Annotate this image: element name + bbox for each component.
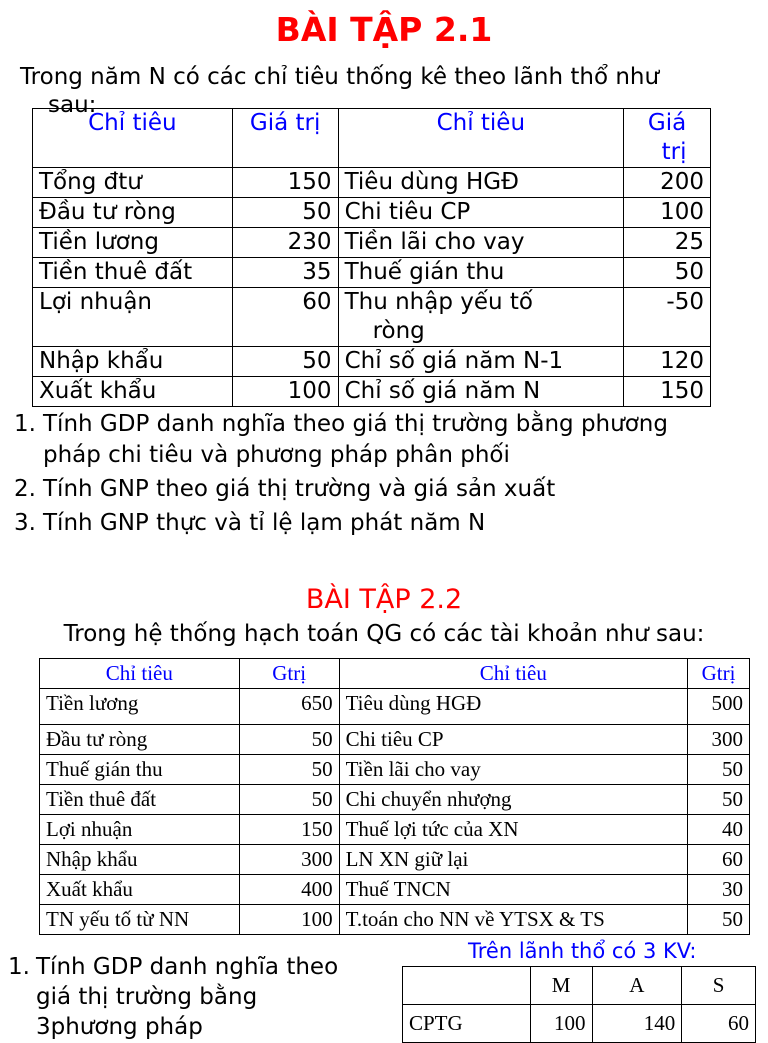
table-row <box>33 288 711 347</box>
table-cell: Nhập khẩu <box>40 845 240 875</box>
table-header-row <box>40 659 750 689</box>
header-indicator: Chỉ tiêu <box>40 659 240 689</box>
table-cell: 100 <box>530 1005 592 1043</box>
table-cell: Tiền lãi cho vay <box>339 755 687 785</box>
table-cell: Tiền lương <box>33 228 233 258</box>
table-cell: 50 <box>239 725 339 755</box>
question-item <box>14 474 754 505</box>
table-cell: LN XN giữ lại <box>339 845 687 875</box>
header-empty <box>403 967 531 1005</box>
table-cell: 35 <box>232 258 338 288</box>
exercise-2-2-title: BÀI TẬP 2.2 <box>305 584 463 615</box>
table-cell: 500 <box>688 689 750 725</box>
header-value: Giá trị <box>232 109 338 168</box>
table-cell: 50 <box>688 785 750 815</box>
question-number: 2. <box>14 476 36 502</box>
table-row <box>40 785 750 815</box>
question-item <box>14 508 754 539</box>
table-cell: Thuế gián thu <box>338 258 624 288</box>
table-cell: Tiền thuê đất <box>33 258 233 288</box>
table-row <box>33 198 711 228</box>
table-cell: Chi chuyển nhượng <box>339 785 687 815</box>
table-cell: Đầu tư ròng <box>33 198 233 228</box>
table-cell: -50 <box>624 288 711 347</box>
table-cell: Chỉ số giá năm N-1 <box>338 347 624 377</box>
table-row <box>33 228 711 258</box>
table-row <box>40 875 750 905</box>
header-sector: A <box>592 967 682 1005</box>
table-row <box>33 377 711 407</box>
table-cell: Tổng đtư <box>33 168 233 198</box>
exercise-2-1-questions <box>14 409 754 542</box>
table-cell: Lợi nhuận <box>40 815 240 845</box>
question-item <box>14 409 754 471</box>
table-cell: 40 <box>688 815 750 845</box>
table-cell: Thuế lợi tức của XN <box>339 815 687 845</box>
header-indicator: Chỉ tiêu <box>339 659 687 689</box>
table-cell: 230 <box>232 228 338 258</box>
exercise-2-2-table <box>39 658 750 935</box>
exercise-2-1-title: BÀI TẬP 2.1 <box>275 10 493 49</box>
header-sector: M <box>530 967 592 1005</box>
header-value <box>624 109 711 168</box>
table-cell: Đầu tư ròng <box>40 725 240 755</box>
table-cell: Chi tiêu CP <box>338 198 624 228</box>
header-indicator: Chỉ tiêu <box>33 109 233 168</box>
table-row <box>33 258 711 288</box>
exercise-2-1-table <box>32 108 711 407</box>
table-cell: 50 <box>624 258 711 288</box>
table-cell: 60 <box>232 288 338 347</box>
table-header-row <box>403 967 756 1005</box>
table-cell: Xuất khẩu <box>40 875 240 905</box>
question-text-line-3: 3phương pháp <box>36 1014 203 1040</box>
cell-line-2: ròng <box>372 318 425 344</box>
table-cell: 120 <box>624 347 711 377</box>
intro-line-2: sau: <box>48 92 97 118</box>
table-row <box>40 815 750 845</box>
table-cell: 300 <box>239 845 339 875</box>
table-cell: 150 <box>239 815 339 845</box>
table-cell: 50 <box>688 755 750 785</box>
table-cell: 60 <box>688 845 750 875</box>
table-row <box>40 905 750 935</box>
intro-line-1: Trong năm N có các chỉ tiêu thống kê theo lãnh thổ như <box>20 64 660 90</box>
table-cell: 200 <box>624 168 711 198</box>
table-cell: Tiêu dùng HGĐ <box>339 689 687 725</box>
table-cell: Tiền thuê đất <box>40 785 240 815</box>
sectors-table <box>402 966 756 1043</box>
table-cell: 150 <box>232 168 338 198</box>
exercise-2-2-questions <box>8 952 388 1042</box>
table-cell: 100 <box>232 377 338 407</box>
question-text: Tính GNP theo giá thị trường và giá sản xuất <box>43 476 556 502</box>
table-cell: Lợi nhuận <box>33 288 233 347</box>
table-header-row <box>33 109 711 168</box>
table-cell: 400 <box>239 875 339 905</box>
question-text-line-2: pháp chi tiêu và phương pháp phân phối <box>43 442 510 468</box>
question-item <box>8 952 388 1042</box>
table-cell: Chỉ số giá năm N <box>338 377 624 407</box>
table-cell: 30 <box>688 875 750 905</box>
header-sector: S <box>682 967 756 1005</box>
table-cell: Nhập khẩu <box>33 347 233 377</box>
table-cell: Chi tiêu CP <box>339 725 687 755</box>
question-text-line-2: giá thị trường bằng <box>36 984 258 1010</box>
table-cell: Tiền lương <box>40 689 240 725</box>
question-text: Tính GNP thực và tỉ lệ lạm phát năm N <box>43 510 486 536</box>
table-row <box>33 347 711 377</box>
header-value: Gtrị <box>688 659 750 689</box>
question-text: Tính GDP danh nghĩa theo giá thị trường bằng phương <box>43 411 668 437</box>
table-row <box>40 689 750 725</box>
table-cell: CPTG <box>403 1005 531 1043</box>
table-cell: 100 <box>239 905 339 935</box>
table-cell: 50 <box>688 905 750 935</box>
table-cell: 25 <box>624 228 711 258</box>
sectors-label: Trên lãnh thổ có 3 KV: <box>468 939 697 963</box>
table-cell: 100 <box>624 198 711 228</box>
table-cell: 300 <box>688 725 750 755</box>
table-row <box>40 725 750 755</box>
table-cell: 150 <box>624 377 711 407</box>
table-cell: 50 <box>239 755 339 785</box>
table-cell: T.toán cho NN về YTSX & TS <box>339 905 687 935</box>
question-text: Tính GDP danh nghĩa theo <box>36 954 339 980</box>
header-value: Gtrị <box>239 659 339 689</box>
table-row <box>40 755 750 785</box>
table-cell: 50 <box>239 785 339 815</box>
table-cell: Tiêu dùng HGĐ <box>338 168 624 198</box>
header-value-line-1: Giá <box>647 110 687 136</box>
table-cell: 140 <box>592 1005 682 1043</box>
table-cell: 50 <box>232 198 338 228</box>
question-number: 1. <box>8 954 30 980</box>
table-cell: Thuế gián thu <box>40 755 240 785</box>
table-cell: 50 <box>232 347 338 377</box>
table-cell: Xuất khẩu <box>33 377 233 407</box>
table-row <box>33 168 711 198</box>
table-cell: 60 <box>682 1005 756 1043</box>
question-number: 3. <box>14 510 36 536</box>
header-indicator: Chỉ tiêu <box>338 109 624 168</box>
cell-line-1: Thu nhập yếu tố <box>344 289 533 315</box>
header-value-line-2: trị <box>661 139 687 165</box>
table-cell: TN yếu tố từ NN <box>40 905 240 935</box>
table-cell <box>338 288 624 347</box>
table-row <box>40 845 750 875</box>
exercise-2-2-intro: Trong hệ thống hạch toán QG có các tài khoản như sau: <box>63 621 705 647</box>
table-cell: 650 <box>239 689 339 725</box>
table-cell: Thuế TNCN <box>339 875 687 905</box>
table-cell: Tiền lãi cho vay <box>338 228 624 258</box>
question-number: 1. <box>14 411 36 437</box>
